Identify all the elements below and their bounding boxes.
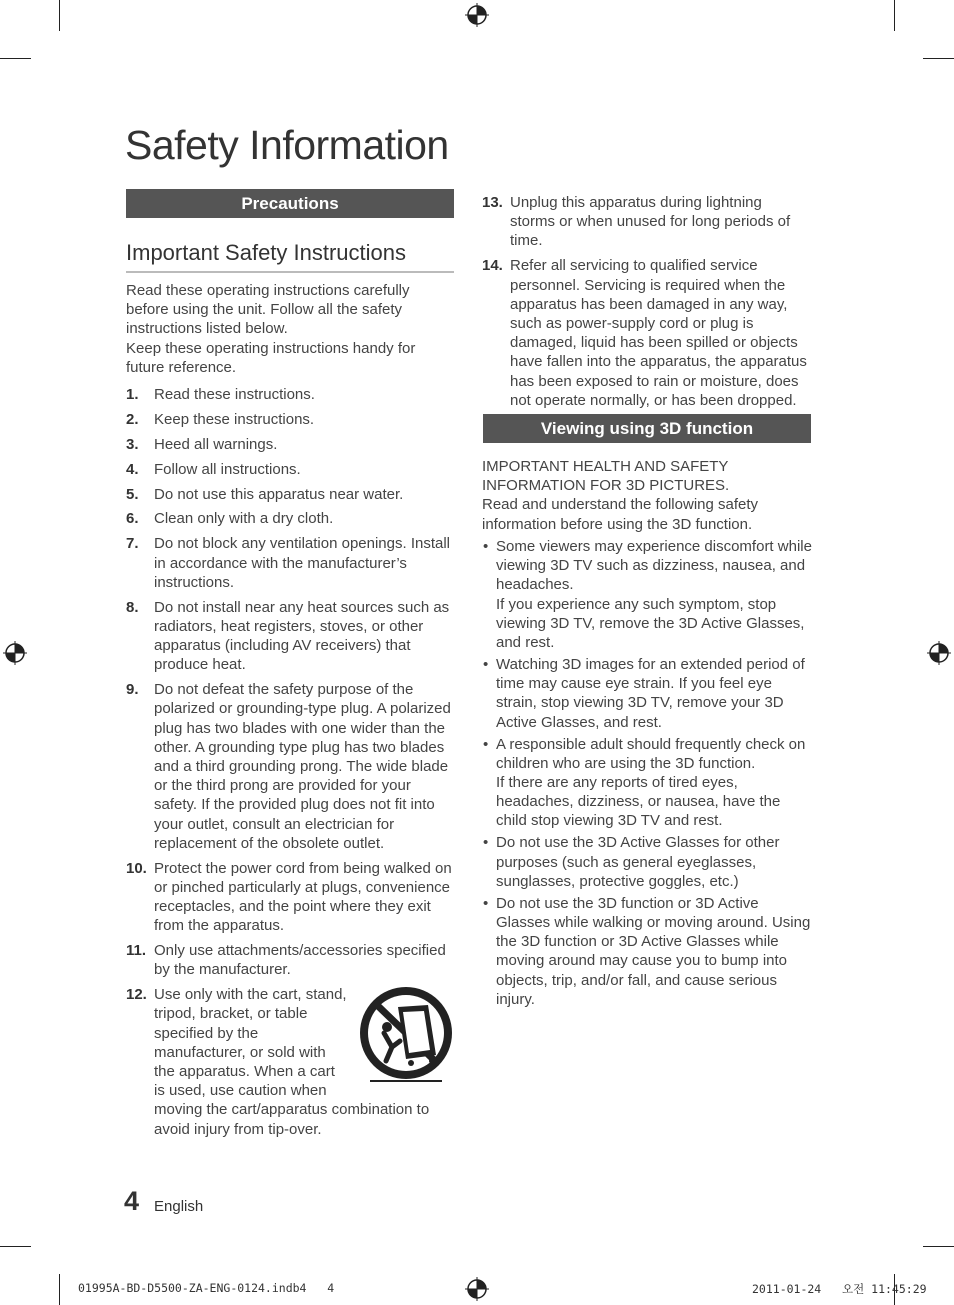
item-number: 8. [126,598,139,616]
item-number: 5. [126,485,139,503]
item-text: Do not use this apparatus near water. [154,485,404,503]
item-text: Refer all servicing to qualified service personnel. Servicing is required when the apparatus has been damaged in any way, such as power-supply cord or plug is damaged, liquid has been spilled or objects have fallen into the apparatus, the apparatus has been exposed to rain or moisture, does not operate normally, or has been dropped. [510,257,807,409]
bullet-extra: If you experience any such symptom, stop viewing 3D TV, remove the 3D Active Glasses, and rest. [496,595,805,652]
crop-mark [59,0,60,31]
3d-safety-bullets [482,537,812,1012]
crop-mark [923,58,954,59]
section-bar-3d-function: Viewing using 3D function [483,414,811,443]
crop-mark [59,1274,60,1305]
item-number: 3. [126,435,139,453]
bullet-text: Do not use the 3D Active Glasses for other purposes (such as general eyeglasses, sunglasses, protective goggles, etc.) [496,834,780,890]
registration-mark-icon [465,1277,489,1301]
safety-instructions-list [126,385,456,1145]
registration-mark-icon [3,641,27,665]
bullet-glyph: • [483,894,489,912]
registration-mark-icon [927,641,951,665]
item-number: 9. [126,681,139,699]
item-text: Follow all instructions. [154,460,301,478]
item-number: 2. [126,410,139,428]
crop-mark [894,0,895,31]
printer-timestamp: 2011-01-24 오전 11:45:29 [752,1282,927,1296]
list-item [482,833,812,891]
item-text: Heed all warnings. [154,435,278,453]
list-item [126,598,456,675]
left-intro [126,281,456,377]
bullet-extra: If there are any reports of tired eyes, headaches, dizziness, or nausea, have the child stop viewing 3D TV and rest. [496,774,781,830]
list-item [482,655,812,732]
bullet-text: Watching 3D images for an extended period of time may cause eye strain. If you feel eye strain, stop viewing 3D TV, remove your 3D Active Glasses, and rest. [496,656,805,731]
item-number: 10. [126,859,147,877]
printer-file-slug: 01995A-BD-D5500-ZA-ENG-0124.indb4 4 [78,1281,335,1295]
page-number: 4 [124,1186,140,1216]
list-item [126,941,456,979]
list-item [126,485,456,504]
list-item [482,894,812,1009]
bullet-glyph: • [483,735,489,753]
list-item [126,509,456,528]
item-text: Only use attachments/accessories specified by the manufacturer. [154,942,446,979]
subheading-important-safety: Important Safety Instructions [126,240,454,273]
bullet-text: Some viewers may experience discomfort while viewing 3D TV such as dizziness, nausea, and headaches. [496,538,812,594]
section-bar-precautions: Precautions [126,189,454,218]
crop-mark [0,58,31,59]
bullet-glyph: • [483,834,489,852]
page-title: Safety Information [125,122,449,168]
left-intro-2: Keep these operating instructions handy for future reference. [126,339,416,376]
list-item [126,534,456,592]
left-intro-1: Read these operating instructions carefully before using the unit. Follow all the safety instructions listed below. [126,282,410,338]
item-number: 7. [126,535,139,553]
bullet-glyph: • [483,538,489,555]
list-item [126,435,456,454]
item-text: Clean only with a dry cloth. [154,510,334,528]
item-text: Keep these instructions. [154,410,315,428]
list-item [126,385,456,404]
item-number: 13. [482,194,503,211]
item-text: Protect the power cord from being walked on or pinched particularly at plugs, convenience receptacles, and the point where they exit from the apparatus. [154,859,452,935]
item-number: 4. [126,460,139,478]
right-intro-2: Read and understand the following safety information before using the 3D function. [482,496,759,533]
item-text: Use only with the cart, stand, tripod, bracket, or table specified by the manufacturer, or sold with the apparatus. When a cart is used, use caution when moving the cart/apparatus combination to avoid injury from tip-over. [154,986,430,1138]
bullet-text: Do not use the 3D function or 3D Active Glasses while walking or moving around. Using the 3D function or 3D Active Glasses while moving around may cause you to bump into objects, trip, and/or fall, and cause serious injury. [496,894,811,1008]
item-number: 12. [126,986,147,1004]
list-item [126,859,456,936]
registration-mark-icon [465,3,489,27]
item-number: 1. [126,386,139,403]
list-item [482,735,812,831]
item-text: Do not defeat the safety purpose of the polarized or grounding-type plug. A polarized plug has two blades with one wider than the other. A grounding type plug has two blades and a third grounding prong. The wide blade or the third prong are provided for your safety. If the provided plug does not fit into your outlet, consult an electrician for replacement of the obsolete outlet. [154,681,451,852]
list-item [482,193,810,251]
item-number: 11. [126,942,147,960]
item-text: Do not block any ventilation openings. Install in accordance with the manufacturer’s instructions. [154,535,451,591]
safety-instructions-list-continued [482,193,810,416]
right-intro-1: IMPORTANT HEALTH AND SAFETY INFORMATION FOR 3D PICTURES. [482,458,730,495]
list-item [482,537,812,652]
cart-tip-over-warning-icon [356,985,456,1085]
list-item-cart [126,985,456,1139]
crop-mark [0,1246,31,1247]
list-item [126,410,456,429]
list-item [482,256,810,410]
item-text: Unplug this apparatus during lightning storms or when unused for long periods of time. [510,194,791,250]
list-item [126,460,456,479]
bullet-text: A responsible adult should frequently check on children who are using the 3D function. [496,735,806,772]
right-intro [482,457,812,534]
item-number: 14. [482,257,503,275]
page-language: English [154,1198,204,1215]
crop-mark [923,1246,954,1247]
bullet-glyph: • [483,656,489,674]
item-text: Read these instructions. [154,386,315,403]
item-text: Do not install near any heat sources such as radiators, heat registers, stoves, or other apparatus (including AV receivers) that produce heat. [154,598,450,674]
item-number: 6. [126,510,139,528]
list-item [126,680,456,853]
